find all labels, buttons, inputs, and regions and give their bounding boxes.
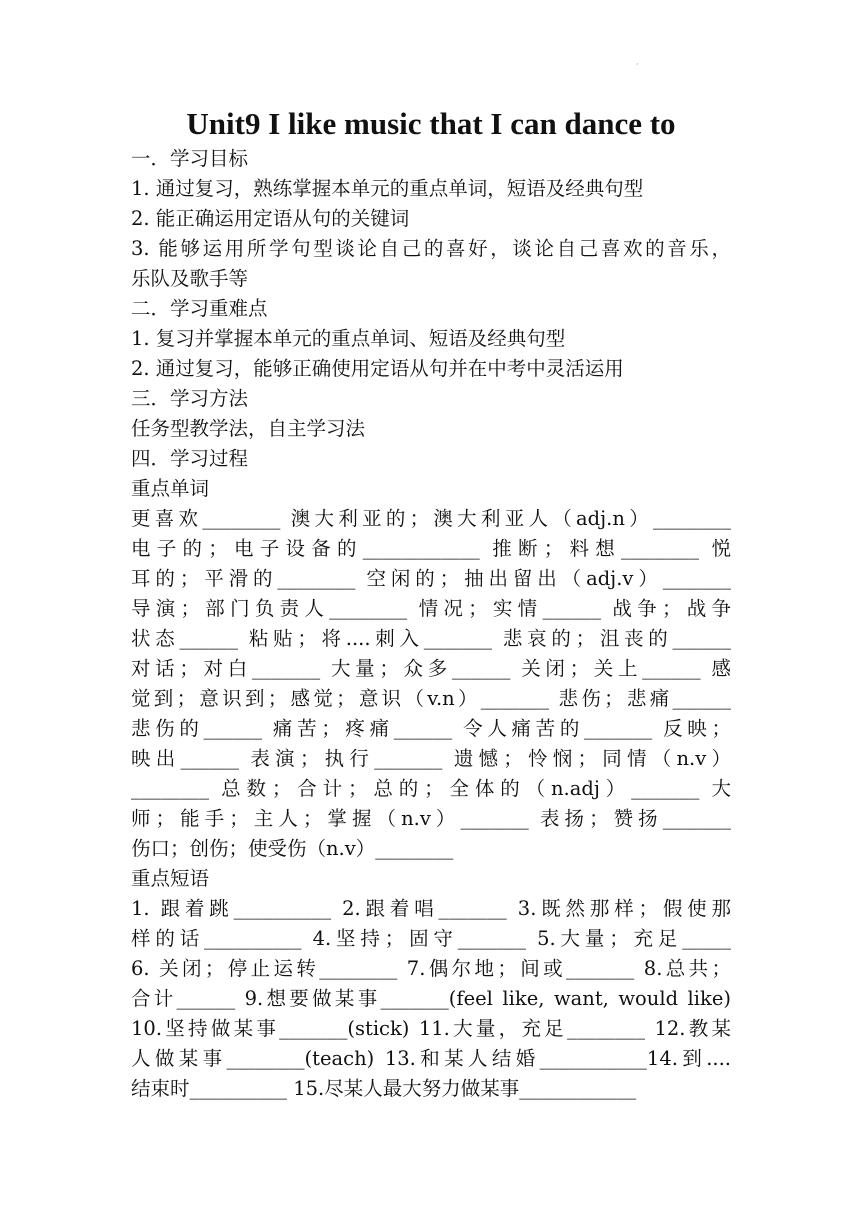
text-line: 2. 能正确运用定语从句的关键词 (131, 207, 410, 230)
text-line: 1. 通过复习，熟练掌握本单元的重点单词，短语及经典句型 (131, 177, 644, 200)
text-line: 样的话__________ 4.坚持；固守_______ 5.大量；充足_____ (131, 927, 731, 950)
text-line: 3. 能够运用所学句型谈论自己的喜好，谈论自己喜欢的音乐， (131, 237, 731, 260)
document-title: Unit9 I like music that I can dance to (186, 106, 676, 141)
text-line: ________ 总数；合计；总的；全体的（n.adj）_______ 大 (131, 777, 731, 800)
text-line: 2. 通过复习，能够正确使用定语从句并在中考中灵活运用 (131, 357, 624, 380)
text-line: 伤口；创伤；使受伤（n.v）________ (131, 837, 454, 860)
text-line: 状态______ 粘贴；将....刺入_______ 悲哀的；沮丧的______ (131, 627, 731, 650)
text-line: 三．学习方法 (131, 387, 249, 410)
text-line: 四．学习过程 (131, 447, 249, 470)
text-line: 电子的；电子设备的____________ 推断；料想________ 悦 (131, 537, 731, 560)
text-line: 10.坚持做某事_______(stick) 11.大量，充足________ 12.教某 (131, 1017, 731, 1040)
text-line: 1. 跟着跳__________ 2.跟着唱_______ 3.既然那样；假使那 (131, 897, 731, 920)
document-page (131, 104, 731, 1104)
text-line: 一．学习目标 (131, 147, 249, 170)
text-line: 二．学习重难点 (131, 297, 268, 320)
text-line: 重点短语 (131, 867, 210, 890)
text-line: 重点单词 (131, 477, 210, 500)
text-line: 导演；部门负责人________ 情况；实情______ 战争；战争 (131, 597, 731, 620)
text-line: 师；能手；主人；掌握（n.v）_______ 表扬；赞扬_______ (131, 807, 731, 830)
text-line: 1. 复习并掌握本单元的重点单词、短语及经典句型 (131, 327, 566, 350)
text-line: 任务型教学法，自主学习法 (131, 417, 366, 440)
document-body (131, 144, 731, 1104)
text-line: 合计______ 9.想要做某事_______(feel like, want, would like) (131, 987, 731, 1010)
text-line: 人做某事________(teach) 13.和某人结婚___________14.到.... (131, 1047, 731, 1070)
text-line: 觉到；意识到；感觉；意识（v.n）_______ 悲伤；悲痛______ (131, 687, 731, 710)
text-line: 结束时__________ 15.尽某人最大努力做某事____________ (131, 1077, 637, 1100)
text-line: 6. 关闭；停止运转________ 7.偶尔地；间或_______ 8.总共； (131, 957, 731, 980)
header-mark: · (636, 60, 639, 69)
text-line: 悲伤的______ 痛苦；疼痛______ 令人痛苦的_______ 反映； (131, 717, 731, 740)
text-line: 乐队及歌手等 (131, 267, 249, 290)
text-line: 对话；对白_______ 大量；众多______ 关闭；关上______ 感 (131, 657, 731, 680)
text-line: 耳的；平滑的________ 空闲的；抽出留出（adj.v）_______ (131, 567, 731, 590)
text-line: 映出______ 表演；执行_______ 遗憾；怜悯；同情（n.v） (131, 747, 731, 770)
text-line: 更喜欢________ 澳大利亚的；澳大利亚人（adj.n）________ (131, 507, 731, 530)
